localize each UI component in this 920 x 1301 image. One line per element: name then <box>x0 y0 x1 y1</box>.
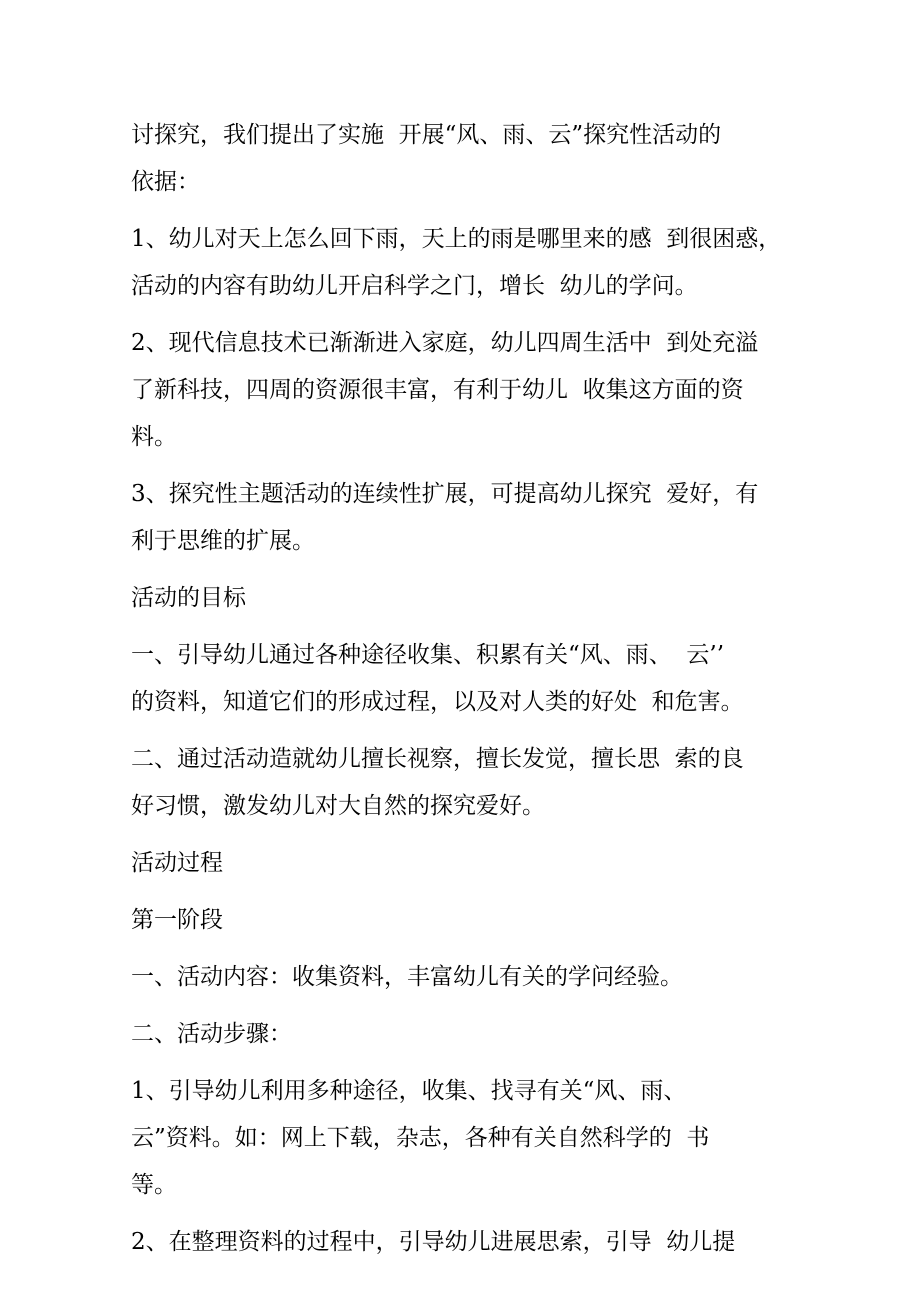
text-line: 讨探究，我们提出了实施 开展“风、雨、云”探究性活动的 <box>131 122 722 148</box>
paragraph-step-1 <box>131 1068 803 1209</box>
text-line: 活动的内容有助幼儿开启科学之门，增长 幼儿的学问。 <box>131 273 698 299</box>
paragraph-intro <box>131 112 803 206</box>
heading-activity-goals <box>131 575 803 622</box>
text-line: 料。 <box>131 424 177 450</box>
paragraph-basis-3 <box>131 471 803 565</box>
paragraph-content <box>131 954 803 1001</box>
section-heading: 活动的目标 <box>131 585 246 611</box>
text-line: 2、在整理资料的过程中，引导幼儿进展思索，引导 幼儿提 <box>131 1229 736 1255</box>
text-line: 了新科技，四周的资源很丰富，有利于幼儿 收集这方面的资 <box>131 377 744 403</box>
paragraph-steps-heading <box>131 1011 803 1058</box>
section-heading: 第一阶段 <box>131 907 223 933</box>
text-line: 一、活动内容：收集资料，丰富幼儿有关的学问经验。 <box>131 964 683 990</box>
paragraph-basis-2 <box>131 320 803 461</box>
text-line: 一、引导幼儿通过各种途径收集、积累有关“风、雨、 云’’ <box>131 642 725 668</box>
text-line: 好习惯，激发幼儿对大自然的探究爱好。 <box>131 793 545 819</box>
paragraph-goal-1 <box>131 632 803 726</box>
document-body <box>131 112 803 1266</box>
text-line: 二、通过活动造就幼儿擅长视察，擅长发觉，擅长思 索的良 <box>131 746 744 772</box>
text-line: 2、现代信息技术已渐渐进入家庭，幼儿四周生活中 到处充溢 <box>131 330 759 356</box>
text-line: 二、活动步骤： <box>131 1021 292 1047</box>
paragraph-goal-2 <box>131 736 803 830</box>
paragraph-step-2 <box>131 1219 803 1266</box>
heading-stage-1 <box>131 897 803 944</box>
text-line: 利于思维的扩展。 <box>131 528 315 554</box>
text-line: 等。 <box>131 1172 177 1198</box>
text-line: 的资料，知道它们的形成过程，以及对人类的好处 和危害。 <box>131 689 744 715</box>
text-line: 3、探究性主题活动的连续性扩展，可提高幼儿探究 爱好，有 <box>131 481 759 507</box>
paragraph-basis-1 <box>131 216 803 310</box>
text-line: 云”资料。如：网上下载，杂志，各种有关自然科学的 书 <box>131 1125 710 1151</box>
text-line: 依据： <box>131 169 200 195</box>
heading-activity-process <box>131 840 803 887</box>
section-heading: 活动过程 <box>131 850 223 876</box>
text-line: 1、引导幼儿利用多种途径，收集、找寻有关“风、雨、 <box>131 1078 687 1104</box>
text-line: 1、幼儿对天上怎么回下雨，天上的雨是哪里来的感 到很困惑， <box>131 226 782 252</box>
